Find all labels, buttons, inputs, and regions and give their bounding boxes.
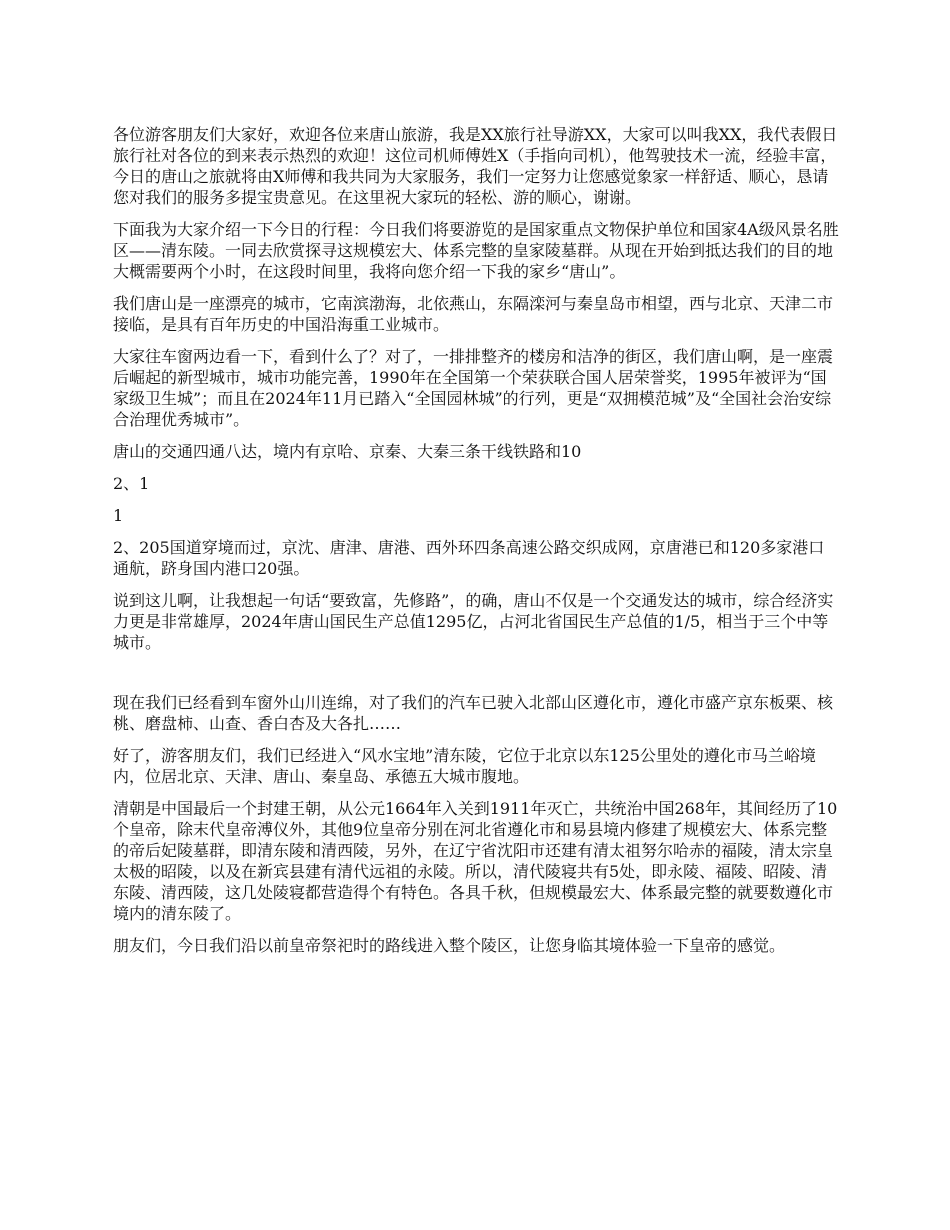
paragraph-zunhua: 现在我们已经看到车窗外山川连绵，对了我们的汽车已驶入北部山区遵化市，遵化市盛产京东板栗、核桃、磨盘柿、山查、香白杏及大各扎……	[113, 693, 834, 733]
paragraph-route: 朋友们，今日我们沿以前皇帝祭祀时的路线进入整个陵区，让您身临其境体验一下皇帝的感觉。	[113, 936, 786, 955]
paragraph-fragment: 1	[113, 506, 124, 525]
paragraph-itinerary: 下面我为大家介绍一下今日的行程：今日我们将要游览的是国家重点文物保护单位和国家4A级风景名胜区——清东陵。一同去欣赏探寻这规模宏大、体系完整的皇家陵墓群。从现在开始到抵达我们的目的地大概需要两个小时，在这段时间里，我将向您介绍一下我的家乡“唐山”。	[113, 220, 839, 281]
paragraph-welcome: 各位游客朋友们大家好，欢迎各位来唐山旅游，我是XX旅行社导游XX，大家可以叫我XX，我代表假日旅行社对各位的到来表示热烈的欢迎！这位司机师傅姓X（手指向司机），他驾驶技术一流，经验丰富，今日的唐山之旅就将由X师傅和我共同为大家服务，我们一定努力让您感觉象家一样舒适、顺心，恳请您对我们的服务多提宝贵意见。在这里祝大家玩的轻松、游的顺心，谢谢。	[113, 125, 838, 207]
paragraph-economy: 说到这儿啊，让我想起一句话“要致富，先修路”，的确，唐山不仅是一个交通发达的城市，综合经济实力更是非常雄厚，2024年唐山国民生产总值1295亿，占河北省国民生产总值的1/5，相当于三个中等城市。	[113, 591, 834, 652]
paragraph-city-location: 我们唐山是一座漂亮的城市，它南滨渤海，北依燕山，东隔滦河与秦皇岛市相望，西与北京、天津二市接临，是具有百年历史的中国沿海重工业城市。	[113, 294, 834, 334]
paragraph-city-development: 大家往车窗两边看一下，看到什么了？对了，一排排整齐的楼房和洁净的街区，我们唐山啊，是一座震后崛起的新型城市，城市功能完善，1990年在全国第一个荣获联合国人居荣誉奖，1995年被评为“国家级卫生城”；而且在2024年11月已踏入“全国园林城”的行列，更是“双拥模范城”及“全国社会治安综合治理优秀城市”。	[113, 347, 834, 429]
document-body	[113, 124, 840, 967]
paragraph-transport-intro: 唐山的交通四通八达，境内有京哈、京秦、大秦三条干线铁路和10	[113, 442, 582, 461]
paragraph-qingdongling-location: 好了，游客朋友们，我们已经进入“风水宝地”清东陵，它位于北京以东125公里处的遵化市马兰峪境内，位居北京、天津、唐山、秦皇岛、承德五大城市腹地。	[113, 746, 816, 786]
paragraph-qing-history: 清朝是中国最后一个封建王朝，从公元1664年入关到1911年灭亡，共统治中国268年，其间经历了10个皇帝，除末代皇帝溥仪外，其他9位皇帝分别在河北省遵化市和易县境内修建了规模宏大、体系完整的帝后妃陵墓群，即清东陵和清西陵，另外，在辽宁省沈阳市还建有清太祖努尔哈赤的福陵，清太宗皇太极的昭陵，以及在新宾县建有清代远祖的永陵。所以，清代陵寝共有5处，即永陵、福陵、昭陵、清东陵、清西陵，这几处陵寝都营造得个有特色。各具千秋，但规模最宏大、体系最完整的就要数遵化市境内的清东陵了。	[113, 799, 838, 923]
paragraph-transport-detail: 2、205国道穿境而过，京沈、唐津、唐港、西外环四条高速公路交织成网，京唐港已和120多家港口通航，跻身国内港口20强。	[113, 538, 825, 578]
paragraph-fragment: 2、1	[113, 474, 150, 493]
